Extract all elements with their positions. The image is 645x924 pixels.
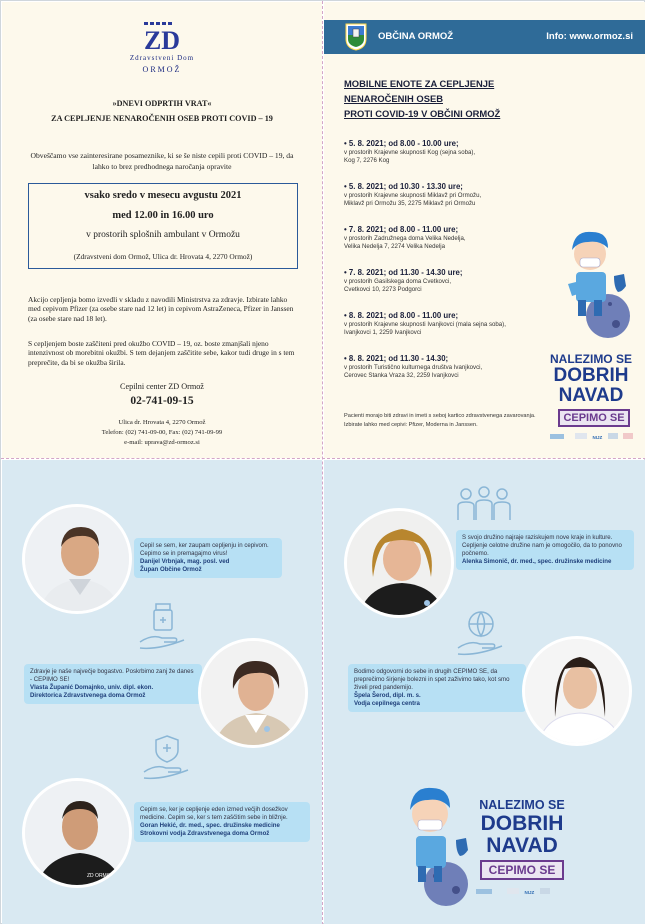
- schedule-location: v prostorih Turistično kulturnega društva Ivanjkovci,: [344, 364, 483, 371]
- quote-family-doctor: [456, 530, 634, 570]
- flyer-intro: Obveščamo vse zainteresirane posameznike, ki se še niste cepili proti COVID – 19, da lahko to brez predhodnega naročanja opravite: [30, 151, 294, 171]
- flyer-paragraph-protection: S cepljenjem boste zaščiteni pred okužbo COVID – 19, oz. boste zmanjšali njeno intenzivnost ob morebitni okužbi. S tem dejanjem zaščitite sebe, kakor tudi druge in s tem preprečite, da bi se okužba širila.: [28, 339, 295, 367]
- schedule-address: Miklavž pri Ormožu 35, 2275 Miklavž pri Ormožu: [344, 200, 476, 207]
- quote-role: Direktorica Zdravstvenega doma Ormož: [30, 692, 146, 699]
- vaccine-mascot-icon: [560, 224, 640, 342]
- info-link[interactable]: Info: www.ormoz.si: [546, 31, 633, 42]
- partner-logos: [550, 433, 640, 443]
- schedule-address: Velika Nedelja 7, 2274 Velika Nedelja: [344, 243, 445, 250]
- schedule-date: • 5. 8. 2021; od 8.00 - 10.00 ure;: [344, 139, 459, 148]
- schedule-location: v prostorih Krajevne skupnosti Kog (sejna soba),: [344, 149, 476, 156]
- quote-medical-head: [134, 802, 310, 842]
- quote-author: Vlasta Županić Domajnko, univ. dipl. ekon.: [30, 684, 154, 691]
- quote-text: Zdravje je naše največje bogastvo. Poskrbimo zanj že danes - CEPIMO SE!: [30, 668, 194, 683]
- vaccine-choice-note: Izbirate lahko med cepivi: Pfizer, Moderna in Janssen.: [344, 422, 478, 428]
- portrait-family-doctor: [344, 508, 454, 618]
- slogan-line2: DOBRIH: [480, 812, 564, 835]
- mobile-units-title-line2: NENAROČENIH OSEB: [344, 93, 443, 104]
- flyer-paragraph-vaccines: Akcijo cepljenja bomo izvedli v skladu z navodili Ministrstva za zdravje. Izbirate lahko med cepivom Pfizer (za osebe stare nad 12 let) in cepivom AstraZeneca, Pfizer in Janssen (za osebe stare nad 18 let).: [28, 295, 294, 323]
- testimonials-right-panel: [324, 460, 645, 924]
- contact-address: Ulica dr. Hrovata 4, 2270 Ormož: [118, 419, 206, 426]
- vaccine-hand-icon: [138, 602, 188, 652]
- quote-role: Župan Občine Ormož: [140, 566, 202, 573]
- portrait-mayor: [22, 504, 132, 614]
- contact-phones: Telefon: (02) 741-09-00, Fax: (02) 741-09-99: [101, 429, 223, 436]
- municipality-crest-icon: [345, 23, 367, 51]
- shirt-print: ZD ORMOŽ: [87, 873, 114, 879]
- quote-role: Strokovni vodja Zdravstvenega doma Ormož: [140, 830, 270, 837]
- schedule-location: v prostorih Krajevne skupnosti Ivanjkovci (mala sejna soba),: [344, 321, 506, 328]
- nijz-logo: NIJZ: [524, 890, 535, 895]
- org-name: Zdravstveni Dom: [129, 54, 195, 62]
- schedule-box: [28, 183, 298, 269]
- vertical-fold-line: [322, 1, 323, 924]
- slogan-line1: NALEZIMO SE: [479, 798, 565, 812]
- quote-author: Alenka Simonič, dr. med., spec. družinske medicine: [462, 558, 612, 565]
- mobile-units-title-line1: MOBILNE ENOTE ZA CEPLJENJE: [344, 78, 495, 89]
- nijz-logo: NIJZ: [592, 435, 603, 440]
- quote-mayor: [134, 538, 282, 578]
- quote-text: Cepil se sem, ker zaupam cepljenju in cepivom. Cepimo se in premagajmo virus!: [140, 542, 269, 557]
- quote-vaccination-lead: [348, 664, 526, 712]
- center-label: Cepilni center ZD Ormož: [120, 382, 204, 391]
- mobile-units-title-line3: PROTI COVID-19 V OBČINI ORMOŽ: [344, 108, 501, 119]
- schedule-time: med 12.00 in 16.00 uro: [112, 210, 214, 221]
- schedule-item: [344, 182, 554, 208]
- quote-director: [24, 664, 202, 704]
- schedule-address: Kog 7, 2276 Kog: [344, 157, 390, 164]
- schedule-location: v prostorih Gasilskega doma Cvetkovci,: [344, 278, 452, 285]
- center-phone: 02-741-09-15: [130, 395, 194, 407]
- flyer-subtitle: ZA CEPLJENJE NENAROČENIH OSEB PROTI COVID – 19: [51, 114, 273, 123]
- schedule-place: v prostorih splošnih ambulant v Ormožu: [86, 230, 240, 240]
- testimonials-left-panel: [2, 460, 322, 924]
- slogan-line3: NAVAD: [486, 834, 558, 857]
- quote-author: Goran Hekić, dr. med., spec. družinske medicine: [140, 822, 280, 829]
- schedule-date: • 5. 8. 2021; od 10.30 - 13.30 ure;: [344, 182, 463, 191]
- slogan-line2: DOBRIH: [553, 365, 629, 386]
- health-card-note: Pacienti morajo biti zdravi in imeti s seboj kartico zdravstvenega zavarovanja.: [344, 413, 536, 419]
- municipality-name: OBČINA ORMOŽ: [378, 31, 454, 42]
- partner-logos: [476, 888, 572, 898]
- slogan-line3: NAVAD: [558, 385, 624, 406]
- portrait-medical-head: [22, 778, 132, 888]
- zd-logo-letters: ZD: [143, 26, 181, 52]
- schedule-date: • 8. 8. 2021; od 8.00 - 11.00 ure;: [344, 311, 459, 320]
- globe-hand-icon: [456, 608, 506, 656]
- family-group-icon: [454, 484, 514, 524]
- schedule-item: [344, 225, 554, 251]
- quote-text: Bodimo odgovorni do sebe in drugih CEPIMO SE, da preprečimo širjenje bolezni in spet zaživimo tako, kot smo živeli pred pandemijo.: [354, 668, 510, 691]
- portrait-vaccination-lead: [522, 636, 632, 746]
- schedule-location: v prostorih Krajevne skupnosti Miklavž pri Ormožu,: [344, 192, 482, 199]
- slogan-line1: NALEZIMO SE: [549, 352, 632, 366]
- schedule-date: • 8. 8. 2021; od 11.30 - 14.30;: [344, 354, 449, 363]
- zd-logo-icon: [134, 22, 190, 52]
- health-hand-icon: [142, 732, 192, 782]
- municipality-flyer-panel: [324, 2, 645, 458]
- horizontal-fold-line: [1, 458, 645, 459]
- quote-text: S svojo družino najraje raziskujem nove kraje in kulture. Cepljenje celotne družine nam je omogočilo, da to ponovno počnemo.: [462, 534, 622, 557]
- schedule-item: [344, 139, 554, 165]
- contact-email: e-mail: uprava@zd-ormoz.si: [124, 439, 200, 446]
- schedule-date: • 7. 8. 2021; od 8.00 - 11.00 ure;: [344, 225, 459, 234]
- schedule-address: (Zdravstveni dom Ormož, Ulica dr. Hrovata 4, 2270 Ormož): [73, 252, 253, 261]
- schedule-item: [344, 311, 554, 337]
- vaccine-mascot-icon: [400, 780, 480, 910]
- quote-role: Vodja cepilnega centra: [354, 700, 420, 707]
- quote-author: Špela Šerod, dipl. m. s.: [354, 692, 421, 699]
- portrait-director: [198, 638, 308, 748]
- quote-author: Danijel Vrbnjak, mag. posl. ved: [140, 558, 230, 565]
- cepimo-se-badge: CEPIMO SE: [558, 409, 630, 427]
- schedule-address: Cvetkovci 10, 2273 Podgorci: [344, 286, 422, 293]
- zd-flyer-panel: [2, 2, 322, 458]
- schedule-day: vsako sredo v mesecu avgustu 2021: [84, 190, 242, 201]
- schedule-item: [344, 354, 554, 380]
- cepimo-se-badge: CEPIMO SE: [480, 860, 564, 880]
- flyer-title: »DNEVI ODPRTIH VRAT«: [112, 99, 212, 108]
- org-city: ORMOŽ: [142, 65, 182, 74]
- schedule-location: v prostorih Zadružnega doma Velika Nedelja,: [344, 235, 466, 242]
- schedule-item: [344, 268, 554, 294]
- municipality-header: [324, 20, 645, 54]
- schedule-address: Cerovec Stanka Vraza 32, 2259 Ivanjkovci: [344, 372, 459, 379]
- quote-text: Cepim se, ker je cepljenje eden izmed večjih dosežkov medicine. Cepim se, ker s tem zaščitim sebe in bližnje.: [140, 806, 288, 821]
- schedule-date: • 7. 8. 2021; od 11.30 - 14.30 ure;: [344, 268, 463, 277]
- schedule-address: Ivanjkovci 1, 2259 Ivanjkovci: [344, 329, 422, 336]
